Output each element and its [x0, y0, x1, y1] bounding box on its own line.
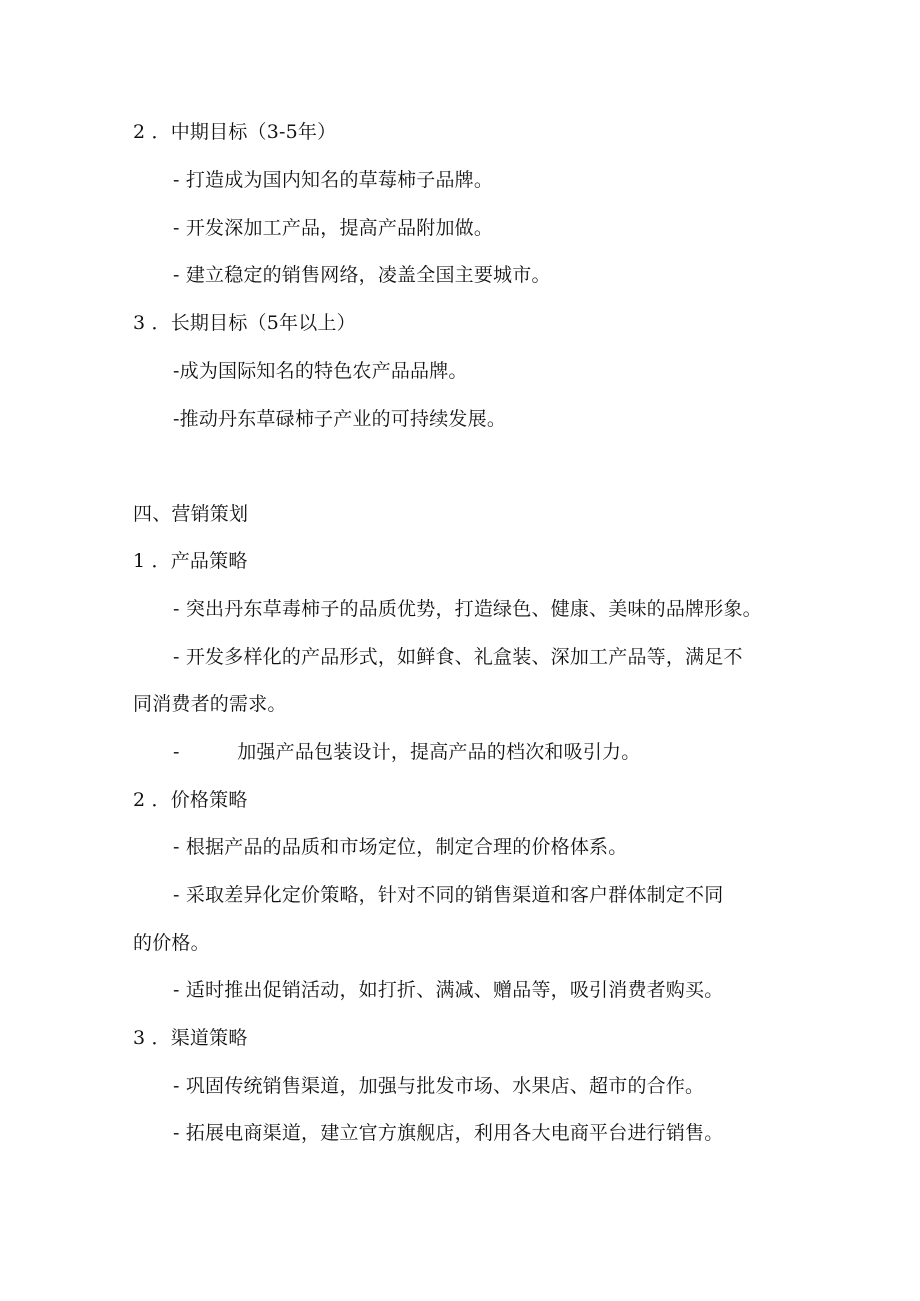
list-item: -成为国际知名的特色农产品品牌。	[173, 360, 468, 382]
list-item: - 根据产品的品质和市场定位，制定合理的价格体系。	[173, 836, 628, 858]
heading-channel-strategy: 3 ．渠道策略	[133, 1027, 248, 1049]
list-item: - 开发深加工产品，提高产品附加做。	[173, 217, 494, 239]
list-item-continuation: 同消费者的需求。	[133, 693, 287, 715]
list-item: - 加强产品包装设计，提高产品的档次和吸引力。	[173, 741, 641, 763]
list-item-continuation: 的价格。	[133, 932, 210, 954]
section-heading-marketing: 四、营销策划	[133, 503, 249, 525]
heading-product-strategy: 1 ．产品策略	[133, 550, 248, 572]
list-item: - 巩固传统销售渠道，加强与批发市场、水果店、超市的合作。	[173, 1075, 705, 1097]
heading-midterm-goals: 2 ．中期目标（3-5年）	[133, 121, 337, 143]
list-item: - 开发多样化的产品形式，如鲜食、礼盒装、深加工产品等，满足不	[173, 646, 743, 668]
list-item: - 适时推出促销活动，如打折、满减、赠品等，吸引消费者购买。	[173, 979, 724, 1001]
list-item: - 采取差异化定价策略，针对不同的销售渠道和客户群体制定不同	[173, 884, 724, 906]
list-item: -推动丹东草碌柿子产业的可持续发展。	[173, 408, 507, 430]
list-item: - 打造成为国内知名的草莓柿子品牌。	[173, 169, 494, 191]
heading-longterm-goals: 3 ．长期目标（5年以上）	[133, 312, 356, 334]
heading-price-strategy: 2 ．价格策略	[133, 789, 248, 811]
list-item: - 突出丹东草毒柿子的品质优势，打造绿色、健康、美味的品牌形象。	[173, 598, 762, 620]
list-item: - 拓展电商渠道，建立官方旗舰店，利用各大电商平台进行销售。	[173, 1122, 724, 1144]
list-item: - 建立稳定的销售网络，凌盖全国主要城市。	[173, 264, 551, 286]
